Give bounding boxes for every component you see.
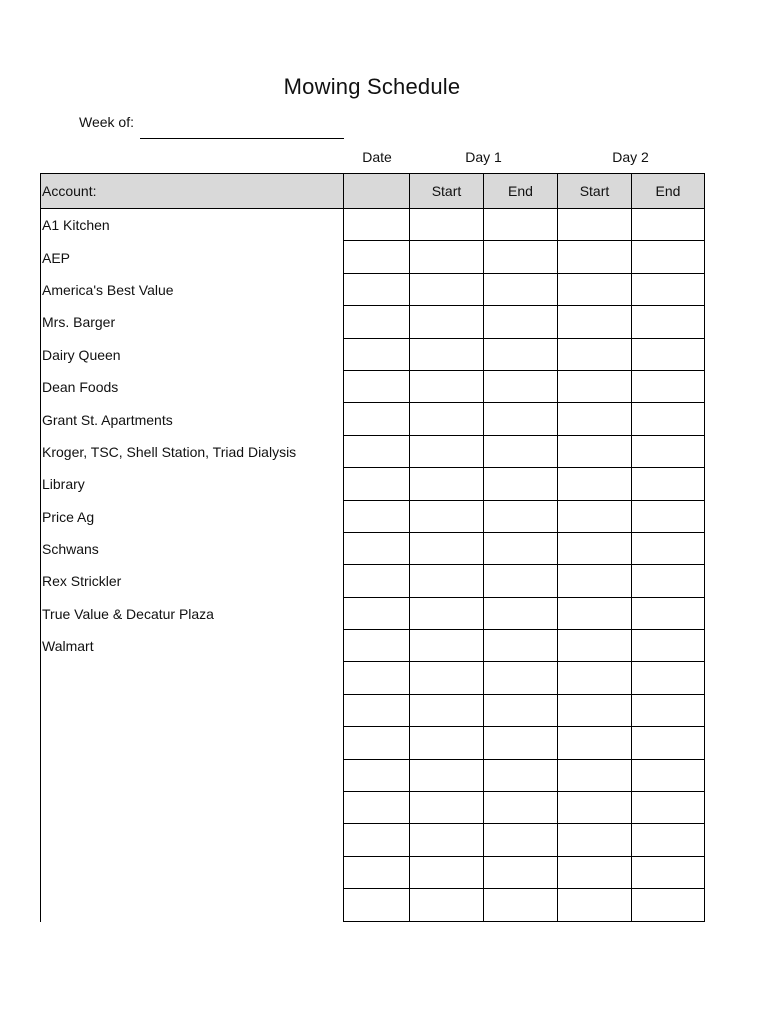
day2-end-cell[interactable] — [632, 436, 705, 468]
day2-column-heading: Day 2 — [612, 149, 649, 165]
account-cell — [40, 857, 344, 889]
account-cell: Mrs. Barger — [40, 306, 344, 338]
day1-end-header: End — [484, 173, 558, 209]
day1-end-cell[interactable] — [484, 630, 558, 662]
day1-start-cell[interactable] — [410, 209, 484, 241]
day1-end-cell[interactable] — [484, 889, 558, 921]
day2-start-cell[interactable] — [558, 727, 632, 759]
account-cell: True Value & Decatur Plaza — [40, 598, 344, 630]
day1-end-cell[interactable] — [484, 339, 558, 371]
date-cell[interactable] — [344, 306, 410, 338]
day1-start-cell[interactable] — [410, 760, 484, 792]
day2-end-cell[interactable] — [632, 306, 705, 338]
date-cell[interactable] — [344, 857, 410, 889]
day1-end-cell[interactable] — [484, 533, 558, 565]
day2-start-cell[interactable] — [558, 501, 632, 533]
table-row — [40, 371, 705, 403]
day2-end-cell[interactable] — [632, 889, 705, 921]
week-of-label: Week of: — [79, 114, 134, 130]
day2-end-cell[interactable] — [632, 565, 705, 597]
table-row — [40, 760, 705, 792]
day2-end-cell[interactable] — [632, 403, 705, 435]
day2-end-cell[interactable] — [632, 824, 705, 856]
day2-end-cell[interactable] — [632, 209, 705, 241]
table-row — [40, 857, 705, 889]
day1-end-cell[interactable] — [484, 598, 558, 630]
day2-end-cell[interactable] — [632, 630, 705, 662]
account-cell: Walmart — [40, 630, 344, 662]
date-cell[interactable] — [344, 695, 410, 727]
date-cell[interactable] — [344, 241, 410, 273]
day2-end-cell[interactable] — [632, 727, 705, 759]
day2-end-header: End — [632, 173, 705, 209]
day1-start-cell[interactable] — [410, 306, 484, 338]
date-cell[interactable] — [344, 662, 410, 694]
day1-end-cell[interactable] — [484, 274, 558, 306]
table-row — [40, 727, 705, 759]
day2-end-cell[interactable] — [632, 371, 705, 403]
account-cell — [40, 662, 344, 694]
day2-start-cell[interactable] — [558, 533, 632, 565]
day2-start-cell[interactable] — [558, 792, 632, 824]
day2-end-cell[interactable] — [632, 468, 705, 500]
day2-start-cell[interactable] — [558, 695, 632, 727]
date-cell[interactable] — [344, 501, 410, 533]
table-row — [40, 403, 705, 435]
day1-end-cell[interactable] — [484, 824, 558, 856]
day1-start-cell[interactable] — [410, 662, 484, 694]
day1-end-cell[interactable] — [484, 403, 558, 435]
table-row — [40, 792, 705, 824]
day2-end-cell[interactable] — [632, 501, 705, 533]
table-header-row — [40, 173, 705, 209]
table-row — [40, 468, 705, 500]
day2-end-cell[interactable] — [632, 857, 705, 889]
day2-start-cell[interactable] — [558, 760, 632, 792]
day1-start-cell[interactable] — [410, 403, 484, 435]
date-cell[interactable] — [344, 630, 410, 662]
date-cell[interactable] — [344, 533, 410, 565]
day1-start-cell[interactable] — [410, 339, 484, 371]
day2-end-cell[interactable] — [632, 760, 705, 792]
page-title: Mowing Schedule — [283, 74, 461, 99]
day2-end-cell[interactable] — [632, 274, 705, 306]
day1-end-cell[interactable] — [484, 695, 558, 727]
account-cell — [40, 727, 344, 759]
day1-start-cell[interactable] — [410, 501, 484, 533]
date-cell[interactable] — [344, 371, 410, 403]
account-cell — [40, 889, 344, 921]
day1-end-cell[interactable] — [484, 241, 558, 273]
table-row — [40, 209, 705, 241]
day2-end-cell[interactable] — [632, 695, 705, 727]
date-column-heading: Date — [362, 149, 392, 165]
date-cell[interactable] — [344, 209, 410, 241]
day1-end-cell[interactable] — [484, 501, 558, 533]
account-cell: Dean Foods — [40, 371, 344, 403]
day1-start-header: Start — [410, 173, 484, 209]
day2-start-cell[interactable] — [558, 339, 632, 371]
date-cell[interactable] — [344, 274, 410, 306]
table-row — [40, 339, 705, 371]
day2-start-cell[interactable] — [558, 889, 632, 921]
day2-end-cell[interactable] — [632, 662, 705, 694]
table-row — [40, 598, 705, 630]
day1-end-cell[interactable] — [484, 371, 558, 403]
day2-start-cell[interactable] — [558, 598, 632, 630]
day2-end-cell[interactable] — [632, 598, 705, 630]
day1-end-cell[interactable] — [484, 792, 558, 824]
account-cell: AEP — [40, 241, 344, 273]
day1-start-cell[interactable] — [410, 274, 484, 306]
day1-end-cell[interactable] — [484, 760, 558, 792]
day1-start-cell[interactable] — [410, 241, 484, 273]
day1-start-cell[interactable] — [410, 598, 484, 630]
day1-end-cell[interactable] — [484, 565, 558, 597]
table-row — [40, 241, 705, 273]
account-cell — [40, 760, 344, 792]
account-cell: Price Ag — [40, 501, 344, 533]
day2-start-cell[interactable] — [558, 630, 632, 662]
day1-start-cell[interactable] — [410, 695, 484, 727]
day1-start-cell[interactable] — [410, 436, 484, 468]
account-cell: Rex Strickler — [40, 565, 344, 597]
table-row — [40, 306, 705, 338]
table-row — [40, 274, 705, 306]
date-cell[interactable] — [344, 339, 410, 371]
date-cell[interactable] — [344, 468, 410, 500]
date-cell[interactable] — [344, 565, 410, 597]
table-row — [40, 501, 705, 533]
day2-end-cell[interactable] — [632, 241, 705, 273]
schedule-table — [40, 173, 705, 922]
day2-start-cell[interactable] — [558, 824, 632, 856]
account-cell: Grant St. Apartments — [40, 403, 344, 435]
account-cell: Kroger, TSC, Shell Station, Triad Dialysis — [40, 436, 344, 468]
day2-start-cell[interactable] — [558, 857, 632, 889]
day1-start-cell[interactable] — [410, 630, 484, 662]
day2-start-cell[interactable] — [558, 565, 632, 597]
table-row — [40, 824, 705, 856]
day1-end-cell[interactable] — [484, 468, 558, 500]
day1-start-cell[interactable] — [410, 889, 484, 921]
day2-end-cell[interactable] — [632, 339, 705, 371]
account-cell: Schwans — [40, 533, 344, 565]
day1-end-cell[interactable] — [484, 727, 558, 759]
account-cell — [40, 695, 344, 727]
day1-end-cell[interactable] — [484, 662, 558, 694]
table-row — [40, 436, 705, 468]
day1-start-cell[interactable] — [410, 727, 484, 759]
day1-column-heading: Day 1 — [465, 149, 502, 165]
date-cell[interactable] — [344, 824, 410, 856]
account-cell — [40, 824, 344, 856]
table-row — [40, 630, 705, 662]
table-row — [40, 695, 705, 727]
day2-start-cell[interactable] — [558, 468, 632, 500]
day2-end-cell[interactable] — [632, 533, 705, 565]
day1-start-cell[interactable] — [410, 565, 484, 597]
date-cell[interactable] — [344, 792, 410, 824]
week-of-line[interactable] — [140, 138, 344, 139]
date-cell[interactable] — [344, 889, 410, 921]
date-cell[interactable] — [344, 598, 410, 630]
date-cell[interactable] — [344, 436, 410, 468]
day1-start-cell[interactable] — [410, 533, 484, 565]
day1-start-cell[interactable] — [410, 468, 484, 500]
day2-start-cell[interactable] — [558, 274, 632, 306]
day2-start-cell[interactable] — [558, 403, 632, 435]
account-header: Account: — [40, 173, 344, 209]
day2-start-cell[interactable] — [558, 209, 632, 241]
table-row — [40, 565, 705, 597]
day2-start-cell[interactable] — [558, 436, 632, 468]
day2-start-cell[interactable] — [558, 371, 632, 403]
account-cell: A1 Kitchen — [40, 209, 344, 241]
day2-end-cell[interactable] — [632, 792, 705, 824]
day1-end-cell[interactable] — [484, 306, 558, 338]
date-cell[interactable] — [344, 727, 410, 759]
account-cell: Dairy Queen — [40, 339, 344, 371]
account-cell — [40, 792, 344, 824]
day1-start-cell[interactable] — [410, 792, 484, 824]
day2-start-cell[interactable] — [558, 662, 632, 694]
day1-start-cell[interactable] — [410, 857, 484, 889]
day2-start-header: Start — [558, 173, 632, 209]
account-cell: Library — [40, 468, 344, 500]
day1-end-cell[interactable] — [484, 209, 558, 241]
day2-start-cell[interactable] — [558, 306, 632, 338]
date-cell[interactable] — [344, 403, 410, 435]
table-row — [40, 889, 705, 921]
table-row — [40, 662, 705, 694]
day1-start-cell[interactable] — [410, 824, 484, 856]
day2-start-cell[interactable] — [558, 241, 632, 273]
day1-start-cell[interactable] — [410, 371, 484, 403]
table-row — [40, 533, 705, 565]
date-cell[interactable] — [344, 760, 410, 792]
date-header — [344, 173, 410, 209]
day1-end-cell[interactable] — [484, 436, 558, 468]
day1-end-cell[interactable] — [484, 857, 558, 889]
account-cell: America's Best Value — [40, 274, 344, 306]
